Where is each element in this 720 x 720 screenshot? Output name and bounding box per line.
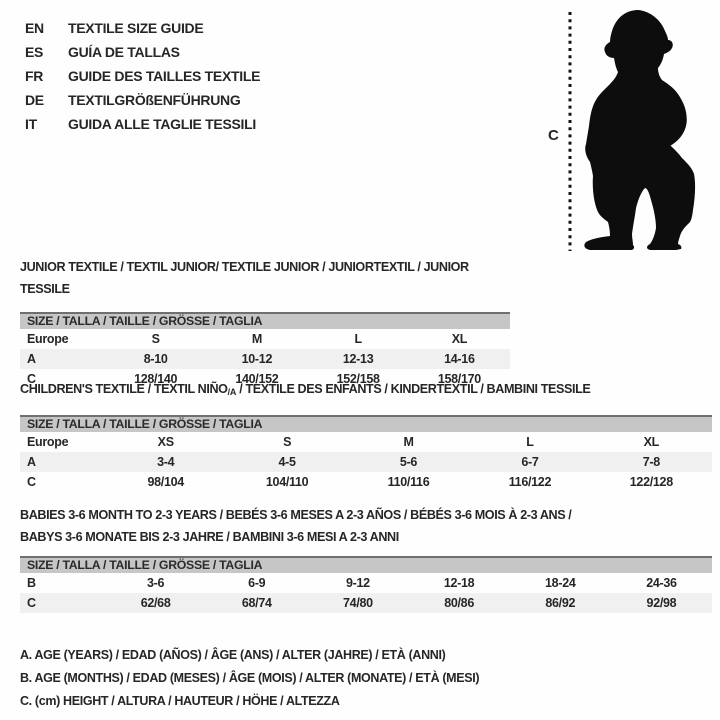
language-code: IT xyxy=(25,116,37,132)
size-cell: 116/122 xyxy=(508,475,552,489)
size-cell: M xyxy=(403,435,414,449)
size-cell: S xyxy=(283,435,292,449)
size-row xyxy=(20,452,712,472)
size-cell: L xyxy=(354,332,362,346)
size-cell: 7-8 xyxy=(642,455,660,469)
size-cell: 104/110 xyxy=(265,475,309,489)
size-cell: 3-6 xyxy=(147,576,165,590)
size-cell: 8-10 xyxy=(143,352,168,366)
size-cell: 9-12 xyxy=(346,576,370,590)
size-cell: 4-5 xyxy=(278,455,296,469)
size-cell: 10-12 xyxy=(241,352,273,366)
table-title xyxy=(20,504,712,548)
babies-section xyxy=(20,504,712,613)
legend-notes xyxy=(20,644,479,713)
language-row xyxy=(25,40,260,64)
size-row xyxy=(20,573,712,593)
size-row xyxy=(20,349,510,369)
row-label-cell: B xyxy=(27,576,36,590)
table-title xyxy=(20,256,510,300)
title-text: / TEXTILE DES ENFANTS / KINDERTEXTIL / BAMBINI TESSILE xyxy=(236,382,591,396)
size-table-header: SIZE / TALLA / TAILLE / GRÖSSE / TAGLIA xyxy=(20,312,510,329)
size-cell: L xyxy=(526,435,534,449)
title-subscript: /A xyxy=(227,387,237,397)
table-title-line xyxy=(20,526,712,548)
row-label-cell: C xyxy=(27,372,36,386)
language-code: FR xyxy=(25,68,44,84)
size-cell: XL xyxy=(451,332,468,346)
row-label-cell: C xyxy=(27,596,36,610)
size-cell: 128/140 xyxy=(134,372,178,386)
language-label: GUÍA DE TALLAS xyxy=(68,44,180,60)
size-cell: 12-18 xyxy=(443,576,475,590)
size-cell: S xyxy=(151,332,160,346)
junior-section xyxy=(20,256,510,389)
language-row xyxy=(25,112,260,136)
row-label-cell: A xyxy=(27,455,36,469)
size-cell: 12-13 xyxy=(342,352,374,366)
size-cell: 80/86 xyxy=(444,596,474,610)
size-cell: 62/68 xyxy=(140,596,171,610)
size-cell: 86/92 xyxy=(545,596,576,610)
table-title xyxy=(20,378,712,403)
size-cell: 68/74 xyxy=(241,596,272,610)
height-measure-label: C xyxy=(548,127,559,144)
size-cell: 110/116 xyxy=(387,475,430,489)
size-table xyxy=(20,415,712,492)
toddler-silhouette xyxy=(548,4,716,256)
size-cell: 152/158 xyxy=(336,372,380,386)
row-label-cell: Europe xyxy=(27,435,69,449)
size-cell: 98/104 xyxy=(147,475,184,489)
size-cell: XS xyxy=(157,435,174,449)
title-text: BABIES 3-6 MONTH TO 2-3 YEARS / BEBÉS 3-6 MESES A 2-3 AÑOS / BÉBÉS 3-6 MOIS À 2-3 ANS / xyxy=(20,508,572,522)
row-label-cell: Europe xyxy=(27,332,69,346)
size-cell: 3-4 xyxy=(157,455,175,469)
size-table-header: SIZE / TALLA / TAILLE / GRÖSSE / TAGLIA xyxy=(20,415,712,432)
language-code: EN xyxy=(25,20,44,36)
size-cell: 122/128 xyxy=(629,475,673,489)
size-cell: M xyxy=(251,332,262,346)
row-label-cell: A xyxy=(27,352,36,366)
size-cell: 74/80 xyxy=(343,596,373,610)
size-row xyxy=(20,593,712,613)
size-cell: 5-6 xyxy=(399,455,418,469)
size-cell: 18-24 xyxy=(545,576,576,590)
legend-note: B. AGE (MONTHS) / EDAD (MESES) / ÂGE (MOIS) / ALTER (MONATE) / ETÀ (MESI) xyxy=(20,671,480,685)
title-text: CHILDREN'S TEXTILE / TEXTIL NIÑO xyxy=(20,382,228,396)
language-label: GUIDA ALLE TAGLIE TESSILI xyxy=(68,116,256,132)
legend-note: A. AGE (YEARS) / EDAD (AÑOS) / ÂGE (ANS) / ALTER (JAHRE) / ETÀ (ANNI) xyxy=(20,648,446,662)
children-section xyxy=(20,378,712,492)
size-cell: 158/170 xyxy=(437,372,481,386)
table-title-line xyxy=(20,378,712,403)
size-row xyxy=(20,472,712,492)
language-code: DE xyxy=(25,92,44,108)
table-title-line xyxy=(20,256,510,300)
size-cell: XL xyxy=(643,435,660,449)
language-label: TEXTILE SIZE GUIDE xyxy=(68,20,204,36)
size-row xyxy=(20,329,510,349)
size-cell: 6-7 xyxy=(521,455,539,469)
language-code: ES xyxy=(25,44,44,60)
title-text: JUNIOR TEXTILE / TEXTIL JUNIOR/ TEXTILE JUNIOR / JUNIORTEXTIL / JUNIOR TESSILE xyxy=(20,260,469,296)
size-cell: 92/98 xyxy=(646,596,677,610)
legend-note: C. (cm) HEIGHT / ALTURA / HAUTEUR / HÖHE / ALTEZZA xyxy=(20,694,340,708)
size-cell: 14-16 xyxy=(444,352,475,366)
title-text: BABYS 3-6 MONATE BIS 2-3 JAHRE / BAMBINI 3-6 MESI A 2-3 ANNI xyxy=(20,530,399,544)
table-title-line xyxy=(20,504,712,526)
size-cell: 6-9 xyxy=(248,576,266,590)
size-table-header: SIZE / TALLA / TAILLE / GRÖSSE / TAGLIA xyxy=(20,556,712,573)
language-row xyxy=(25,16,260,40)
size-cell: 140/152 xyxy=(235,372,279,386)
language-row xyxy=(25,64,260,88)
size-row xyxy=(20,432,712,452)
toddler-silhouette-shape xyxy=(584,10,695,250)
language-label: GUIDE DES TAILLES TEXTILE xyxy=(68,68,261,84)
row-label-cell: C xyxy=(27,475,36,489)
size-table xyxy=(20,556,712,613)
language-row xyxy=(25,88,260,112)
language-label: TEXTILGRÖßENFÜHRUNG xyxy=(68,92,241,108)
language-title-list xyxy=(25,16,260,136)
size-cell: 24-36 xyxy=(646,576,677,590)
